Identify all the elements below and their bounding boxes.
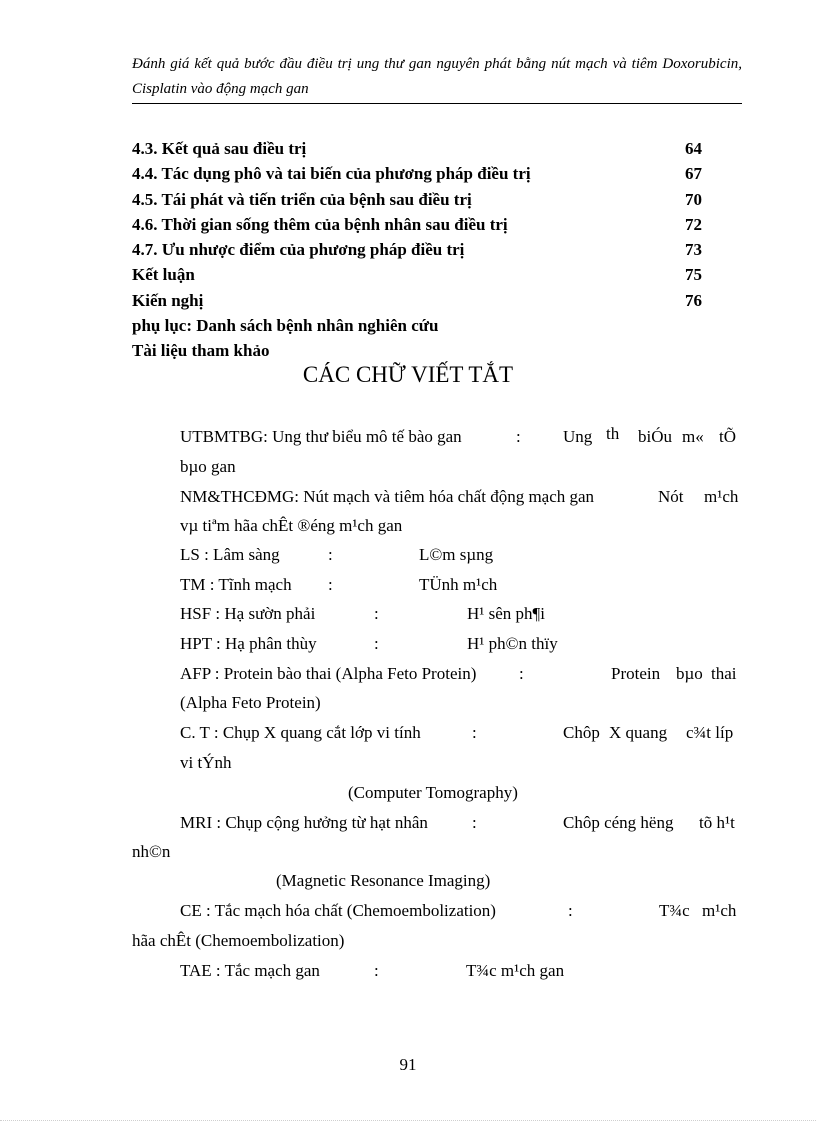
section-title: CÁC CHỮ VIẾT TẮT bbox=[302, 362, 514, 387]
abbr-legacy-word: Ung bbox=[563, 427, 593, 446]
toc-item bbox=[132, 338, 702, 363]
abbr-legacy-word: thai bbox=[711, 664, 737, 683]
abbr-legacy-word: c¾t líp bbox=[686, 723, 734, 742]
toc-item bbox=[132, 288, 702, 313]
abbr-colon: : bbox=[519, 664, 524, 683]
abbr-term-afp: AFP : Protein bào thai (Alpha Feto Protein) bbox=[180, 664, 477, 683]
toc-item-page: 70 bbox=[685, 189, 702, 209]
toc-item-page: 76 bbox=[685, 290, 702, 310]
abbr-term-nm: NM&THCĐMG: Nút mạch và tiêm hóa chất động mạch gan bbox=[180, 487, 595, 506]
abbr-term-tae: TAE : Tắc mạch gan bbox=[180, 961, 320, 980]
abbr-legacy-continuation: (Alpha Feto Protein) bbox=[180, 693, 321, 712]
header-rule bbox=[132, 103, 742, 104]
abbr-colon: : bbox=[516, 427, 521, 446]
toc-item bbox=[132, 237, 702, 262]
toc-item-label: 4.7. Ưu nhược điểm của phương pháp điều trị bbox=[132, 240, 465, 260]
abbr-colon: : bbox=[328, 575, 333, 594]
abbr-term-ct: C. T : Chụp X quang cắt lớp vi tính bbox=[180, 723, 421, 742]
abbr-term-mri: MRI : Chụp cộng hưởng từ hạt nhân bbox=[180, 813, 428, 832]
abbr-legacy-word: bµo bbox=[676, 664, 703, 683]
abbr-legacy-word: Protein bbox=[611, 664, 661, 683]
abbr-legacy-word: Chôp bbox=[563, 723, 600, 742]
abbr-english: (Computer Tomography) bbox=[348, 783, 518, 802]
abbr-legacy: TÜnh m¹ch bbox=[419, 575, 498, 594]
abbr-term-utbmtbg: UTBMTBG: Ung thư biểu mô tế bào gan bbox=[180, 427, 462, 446]
bottom-rule bbox=[0, 1120, 816, 1121]
toc-item-label: Tài liệu tham khảo bbox=[132, 341, 270, 361]
abbr-legacy: H¹ ph©n thïy bbox=[467, 634, 558, 653]
abbr-term-hsf: HSF : Hạ sườn phải bbox=[180, 604, 316, 623]
toc-item bbox=[132, 187, 702, 212]
abbr-legacy-word: m¹ch bbox=[704, 487, 739, 506]
abbr-legacy-word: tÕ bbox=[719, 427, 736, 446]
abbr-english: (Magnetic Resonance Imaging) bbox=[276, 871, 491, 890]
abbr-term-tm: TM : Tĩnh mạch bbox=[180, 575, 292, 594]
running-header: Đánh giá kết quả bước đầu điều trị ung thư gan nguyên phát bằng nút mạch và tiêm Doxorubicin, Cisplatin vào động mạch gan bbox=[132, 56, 742, 97]
abbr-legacy-continuation: nh©n bbox=[132, 842, 171, 861]
abbr-legacy: H¹ sên ph¶i bbox=[467, 604, 545, 623]
toc-item bbox=[132, 136, 702, 161]
abbr-legacy: L©m sµng bbox=[419, 545, 494, 564]
toc-item bbox=[132, 212, 702, 237]
toc-item bbox=[132, 262, 702, 287]
abbr-term-ce: CE : Tắc mạch hóa chất (Chemoembolization) bbox=[180, 901, 496, 920]
toc-item-page: 72 bbox=[685, 214, 702, 234]
toc-item-label: 4.4. Tác dụng phô và tai biến của phương pháp điều trị bbox=[132, 164, 531, 184]
toc-item-label: 4.3. Kết quả sau điều trị bbox=[132, 139, 307, 158]
abbr-legacy-word: m¹ch bbox=[702, 901, 737, 920]
table-of-contents bbox=[132, 136, 702, 364]
abbr-legacy-word: tõ h¹t bbox=[699, 813, 735, 832]
abbr-term-ls: LS : Lâm sàng bbox=[180, 545, 280, 564]
toc-item-page: 73 bbox=[685, 240, 702, 260]
abbr-legacy-word: biÓu bbox=[638, 427, 672, 446]
abbr-colon: : bbox=[374, 634, 379, 653]
abbr-legacy-word: T¾c bbox=[659, 901, 690, 920]
toc-item-label: 4.5. Tái phát và tiến triển của bệnh sau điều trị bbox=[132, 189, 472, 209]
page-number: 91 bbox=[399, 1055, 417, 1074]
abbr-colon: : bbox=[472, 813, 477, 832]
abbr-legacy-word: m« bbox=[682, 427, 704, 446]
abbr-legacy-word: Nót bbox=[658, 487, 684, 506]
abbr-legacy-continuation: vi tÝnh bbox=[180, 753, 232, 772]
abbr-colon: : bbox=[568, 901, 573, 920]
abbr-legacy-continuation: hãa chÊt (Chemoembolization) bbox=[132, 931, 345, 950]
abbr-colon: : bbox=[328, 545, 333, 564]
toc-item-label: 4.6. Thời gian sống thêm của bệnh nhân sau điều trị bbox=[132, 214, 508, 234]
toc-item bbox=[132, 313, 702, 338]
abbr-colon: : bbox=[374, 604, 379, 623]
abbr-colon: : bbox=[374, 961, 379, 980]
toc-item bbox=[132, 161, 702, 186]
abbr-legacy-word: X quang bbox=[609, 723, 668, 742]
abbr-legacy-continuation: bµo gan bbox=[180, 457, 236, 476]
toc-item-label: phụ lục: Danh sách bệnh nhân nghiên cứu bbox=[132, 316, 439, 336]
toc-item-page: 64 bbox=[685, 139, 702, 158]
abbr-legacy-word: th bbox=[606, 424, 620, 443]
toc-item-label: Kết luận bbox=[132, 265, 195, 285]
abbr-colon: : bbox=[472, 723, 477, 742]
toc-item-page: 67 bbox=[685, 164, 702, 184]
toc-item-label: Kiến nghị bbox=[132, 290, 204, 310]
abbr-legacy: T¾c m¹ch gan bbox=[466, 961, 565, 980]
abbr-term-hpt: HPT : Hạ phân thùy bbox=[180, 634, 317, 653]
abbr-legacy-word: Chôp céng hëng bbox=[563, 813, 674, 832]
toc-item-page: 75 bbox=[685, 265, 702, 285]
abbr-legacy-continuation: vµ tiªm hãa chÊt ®éng m¹ch gan bbox=[180, 516, 403, 535]
